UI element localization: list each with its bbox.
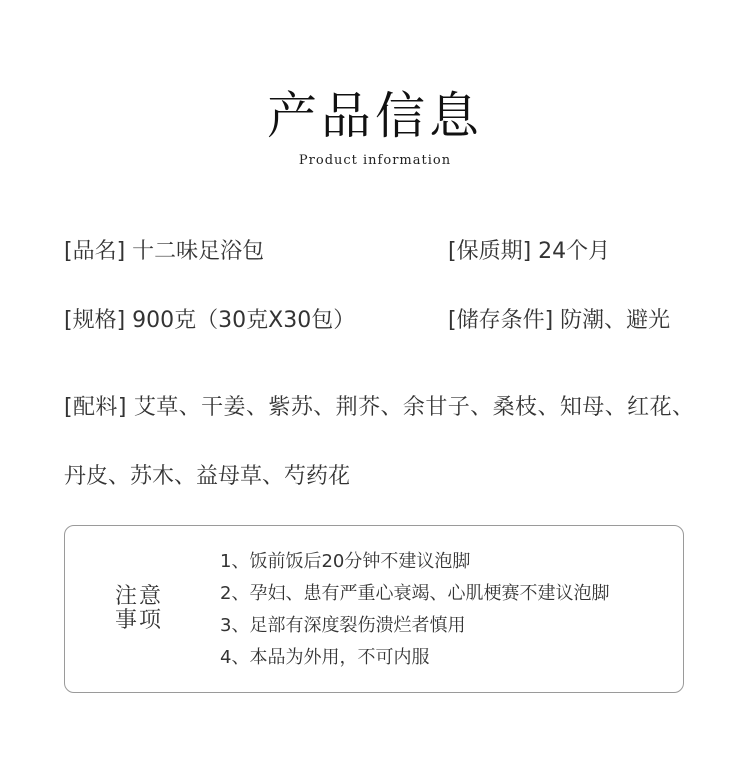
specification-row: [64, 306, 355, 336]
storage-value: 防潮、避光: [560, 308, 671, 333]
notice-box: [64, 525, 684, 693]
product-name-row: [64, 237, 264, 267]
specification-label: [规格]: [64, 308, 126, 333]
product-name-label: [品名]: [64, 239, 126, 264]
storage-label: [储存条件]: [448, 308, 554, 333]
notice-item: 4、本品为外用，不可内服: [220, 647, 430, 668]
ingredients-value: 艾草、干姜、紫苏、荆芥、余甘子、桑枝、知母、红花、丹皮、苏木、益母草、芍药花: [64, 395, 694, 489]
product-name-value: 十二味足浴包: [132, 239, 265, 264]
notice-list: [220, 546, 609, 674]
page-subtitle: Product information: [298, 153, 452, 168]
storage-row: [448, 306, 670, 336]
shelf-life-value: 24个月: [538, 239, 611, 264]
specification-value: 900克（30克X30包）: [132, 308, 356, 333]
notice-item: 1、饭前饭后20分钟不建议泡脚: [220, 551, 471, 572]
notice-item: 2、孕妇、患有严重心衰竭、心肌梗赛不建议泡脚: [220, 583, 610, 604]
notice-title-line-1: 注意: [114, 584, 163, 609]
shelf-life-row: [448, 237, 610, 267]
notice-item: 3、足部有深度裂伤溃烂者慎用: [220, 615, 466, 636]
ingredients-paragraph: [64, 373, 694, 511]
notice-title: [113, 585, 165, 633]
notice-title-line-2: 事项: [114, 608, 163, 633]
shelf-life-label: [保质期]: [448, 239, 532, 264]
ingredients-label: [配料]: [64, 395, 127, 420]
page-title: 产品信息: [267, 87, 483, 145]
